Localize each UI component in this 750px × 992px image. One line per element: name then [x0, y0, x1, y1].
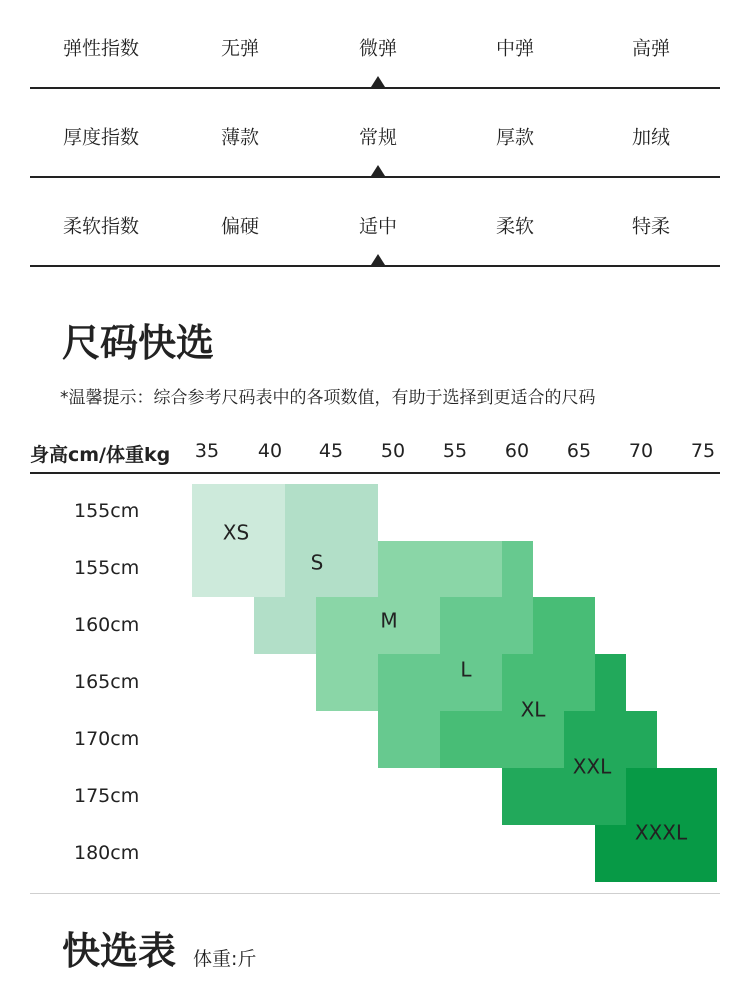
size-label-xl: XL	[520, 697, 546, 722]
size-label-xxxl: XXXL	[634, 820, 688, 845]
size-label-m: M	[380, 608, 398, 633]
height-label: 175cm	[74, 785, 140, 807]
divider	[30, 893, 720, 894]
tip-text: *温馨提示：综合参考尺码表中的各项数值，有助于选择到更适合的尺码	[60, 388, 596, 408]
index-option: 柔软	[495, 215, 535, 238]
size-block-xl	[502, 654, 595, 711]
height-label: 155cm	[74, 500, 140, 522]
weight-tick: 35	[194, 440, 220, 462]
size-label-s: S	[310, 550, 324, 575]
size-block-l	[378, 654, 502, 711]
height-label: 155cm	[74, 557, 140, 579]
index-label: 厚度指数	[62, 126, 140, 149]
size-block-s	[254, 597, 316, 654]
weight-tick: 60	[504, 440, 530, 462]
weight-tick: 75	[690, 440, 716, 462]
height-label: 165cm	[74, 671, 140, 693]
height-label: 160cm	[74, 614, 140, 636]
weight-unit-label: 体重:斤	[193, 948, 257, 970]
height-label: 180cm	[74, 842, 140, 864]
size-block-l	[502, 541, 533, 598]
size-label-xxl: XXL	[572, 754, 612, 779]
size-block-m	[316, 597, 440, 654]
size-block-xxl	[595, 654, 626, 711]
index-option: 加绒	[631, 126, 671, 149]
weight-tick: 45	[318, 440, 344, 462]
weight-tick: 40	[257, 440, 283, 462]
index-option: 偏硬	[220, 215, 260, 238]
index-label: 弹性指数	[62, 37, 140, 60]
size-quick-select-title: 尺码快选	[62, 321, 215, 365]
size-block-s	[285, 484, 378, 597]
index-option: 特柔	[631, 215, 671, 238]
index-label: 柔软指数	[62, 215, 140, 238]
quick-select-table-title: 快选表	[62, 929, 177, 973]
weight-tick: 55	[442, 440, 468, 462]
weight-tick: 70	[628, 440, 654, 462]
index-option: 厚款	[495, 126, 535, 149]
size-label-xs: XS	[222, 520, 250, 545]
size-block-l	[378, 711, 440, 768]
index-option: 常规	[358, 126, 398, 149]
weight-tick: 50	[380, 440, 406, 462]
index-option: 中弹	[495, 37, 535, 60]
index-option: 薄款	[220, 126, 260, 149]
weight-tick: 65	[566, 440, 592, 462]
size-block-xl	[533, 597, 595, 654]
axis-label: 身高cm/体重kg	[30, 444, 171, 466]
index-option: 无弹	[220, 37, 260, 60]
index-option: 高弹	[631, 37, 671, 60]
index-option: 微弹	[358, 37, 398, 60]
size-block-m	[378, 541, 502, 598]
size-label-l: L	[460, 657, 472, 682]
index-option: 适中	[358, 215, 398, 238]
height-label: 170cm	[74, 728, 140, 750]
size-block-m	[316, 654, 378, 711]
size-block-xxxl	[626, 768, 717, 825]
size-block-l	[440, 597, 533, 654]
